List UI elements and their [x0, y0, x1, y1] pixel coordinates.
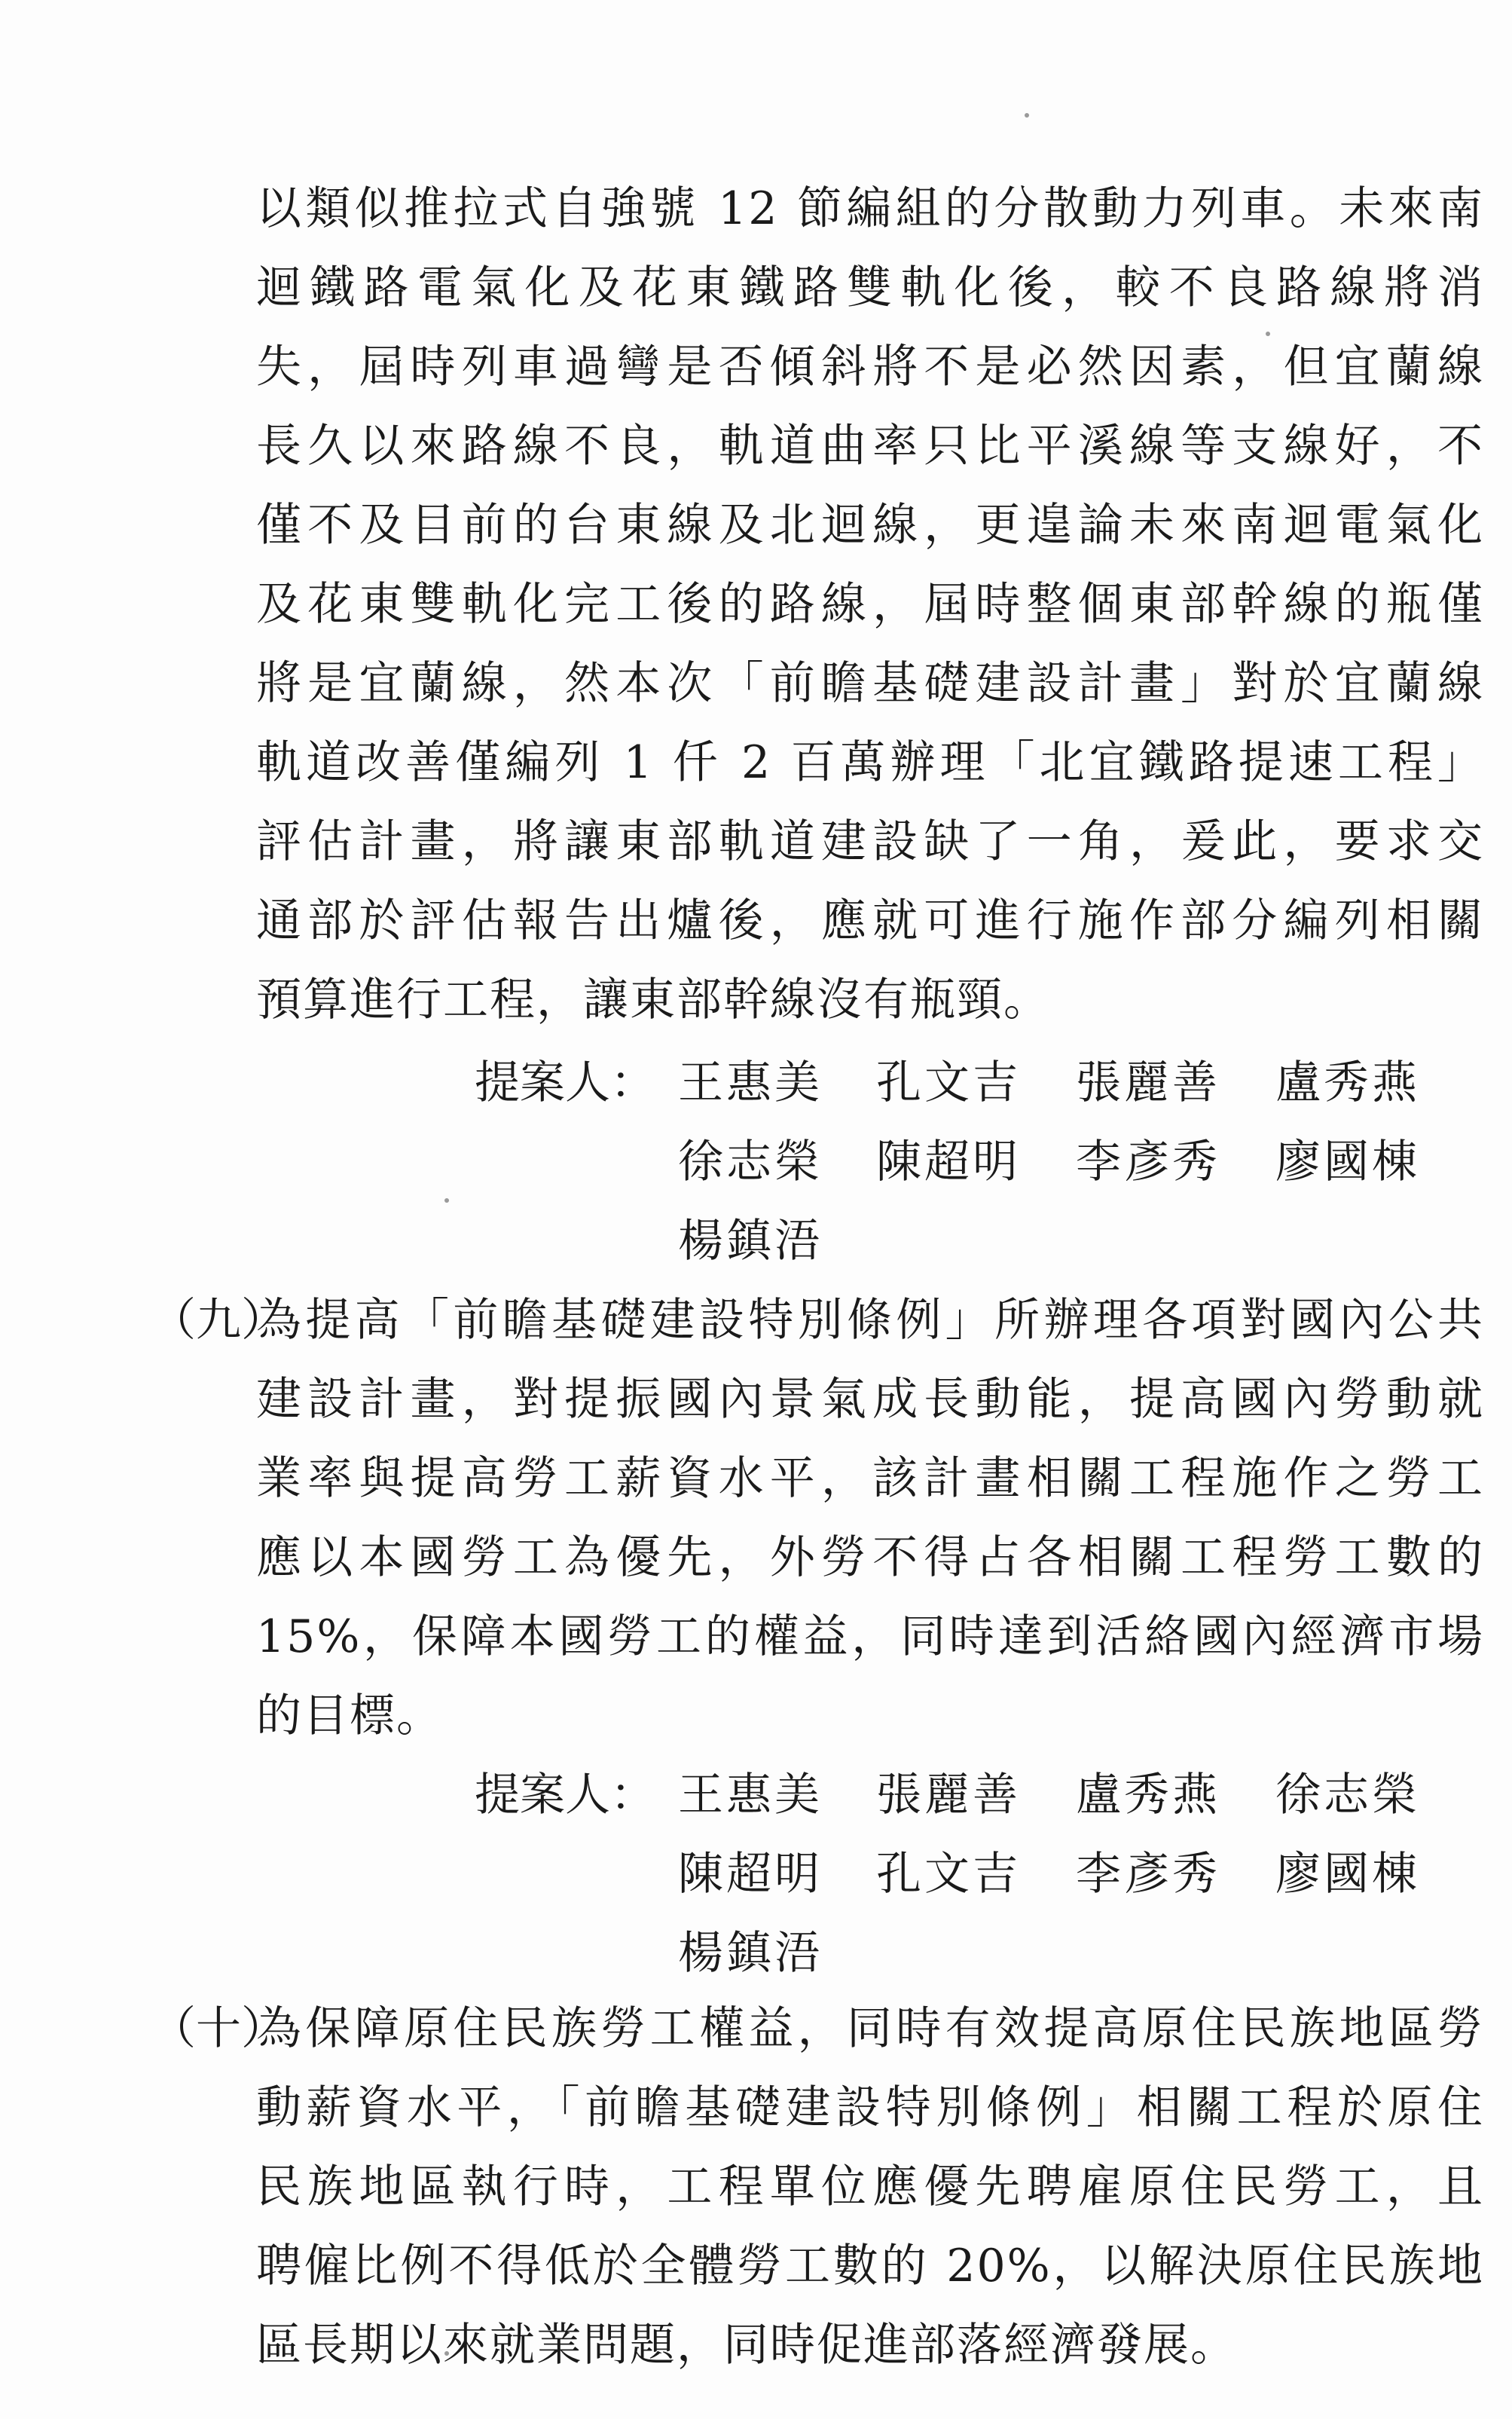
paragraph-line: 民族地區執行時，工程單位應優先聘雇原住民勞工，且	[256, 2161, 1484, 2213]
paragraph-line: 為提高「前瞻基礎建設特別條例」所辦理各項對國內公共	[256, 1294, 1484, 1347]
proposer-name: 王惠美	[678, 1057, 823, 1109]
proposer-name: 楊鎮浯	[678, 1927, 823, 1980]
paragraph-line: 15%，保障本國勞工的權益，同時達到活絡國內經濟市場	[256, 1610, 1484, 1663]
paragraph-line: 迴鐵路電氣化及花東鐵路雙軌化後，較不良路線將消	[256, 261, 1484, 314]
section-marker: （九）	[151, 1294, 286, 1347]
paragraph-line: 及花東雙軌化完工後的路線，屆時整個東部幹線的瓶僅	[256, 578, 1484, 631]
proposer-name: 陳超明	[876, 1136, 1021, 1188]
paragraph-line: 評估計畫，將讓東部軌道建設缺了一角，爰此，要求交	[256, 815, 1484, 868]
proposer-name: 王惠美	[678, 1769, 823, 1821]
proposer-label: 提案人：	[475, 1057, 655, 1109]
paragraph-line: 預算進行工程，讓東部幹線沒有瓶頸。	[256, 974, 1050, 1026]
proposer-name: 徐志榮	[1275, 1769, 1420, 1821]
paragraph-line: 通部於評估報告出爐後，應就可進行施作部分編列相關	[256, 895, 1484, 947]
paragraph-line: 建設計畫，對提振國內景氣成長動能，提高國內勞動就	[256, 1373, 1484, 1426]
scan-speck	[444, 1198, 449, 1203]
proposer-name: 廖國棟	[1275, 1136, 1420, 1188]
proposer-name: 張麗善	[1076, 1057, 1220, 1109]
paragraph-line: 業率與提高勞工薪資水平，該計畫相關工程施作之勞工	[256, 1452, 1484, 1505]
proposer-name: 盧秀燕	[1275, 1057, 1420, 1109]
paragraph-line: 聘僱比例不得低於全體勞工數的 20%，以解決原住民族地	[256, 2240, 1484, 2292]
paragraph-line: 軌道改善僅編列 1 仟 2 百萬辦理「北宜鐵路提速工程」	[256, 736, 1484, 789]
proposer-name: 張麗善	[876, 1769, 1021, 1821]
paragraph-line: 僅不及目前的台東線及北迴線，更遑論未來南迴電氣化	[256, 499, 1484, 552]
proposer-label: 提案人：	[475, 1769, 655, 1821]
paragraph-line: 失，屆時列車過彎是否傾斜將不是必然因素，但宜蘭線	[256, 341, 1484, 393]
section-marker: （十）	[151, 2002, 286, 2055]
proposer-name: 李彥秀	[1076, 1136, 1220, 1188]
proposer-name: 陳超明	[678, 1848, 823, 1901]
paragraph-line: 長久以來路線不良，軌道曲率只比平溪線等支線好，不	[256, 420, 1484, 472]
proposer-name: 李彥秀	[1076, 1848, 1220, 1901]
proposer-name: 廖國棟	[1275, 1848, 1420, 1901]
proposer-name: 楊鎮浯	[678, 1215, 823, 1268]
proposer-name: 盧秀燕	[1076, 1769, 1220, 1821]
paragraph-line: 動薪資水平，「前瞻基礎建設特別條例」相關工程於原住	[256, 2081, 1484, 2134]
proposer-name: 孔文吉	[876, 1057, 1021, 1109]
scan-speck	[1025, 113, 1029, 118]
paragraph-line: 為保障原住民族勞工權益，同時有效提高原住民族地區勞	[256, 2002, 1484, 2055]
paragraph-line: 應以本國勞工為優先，外勞不得占各相關工程勞工數的	[256, 1531, 1484, 1584]
paragraph-line: 的目標。	[256, 1690, 443, 1742]
paragraph-line: 以類似推拉式自強號 12 節編組的分散動力列車。未來南	[256, 182, 1484, 235]
paragraph-line: 將是宜蘭線，然本次「前瞻基礎建設計畫」對於宜蘭線	[256, 657, 1484, 710]
proposer-name: 徐志榮	[678, 1136, 823, 1188]
paragraph-line: 區長期以來就業問題，同時促進部落經濟發展。	[256, 2319, 1237, 2372]
proposer-name: 孔文吉	[876, 1848, 1021, 1901]
